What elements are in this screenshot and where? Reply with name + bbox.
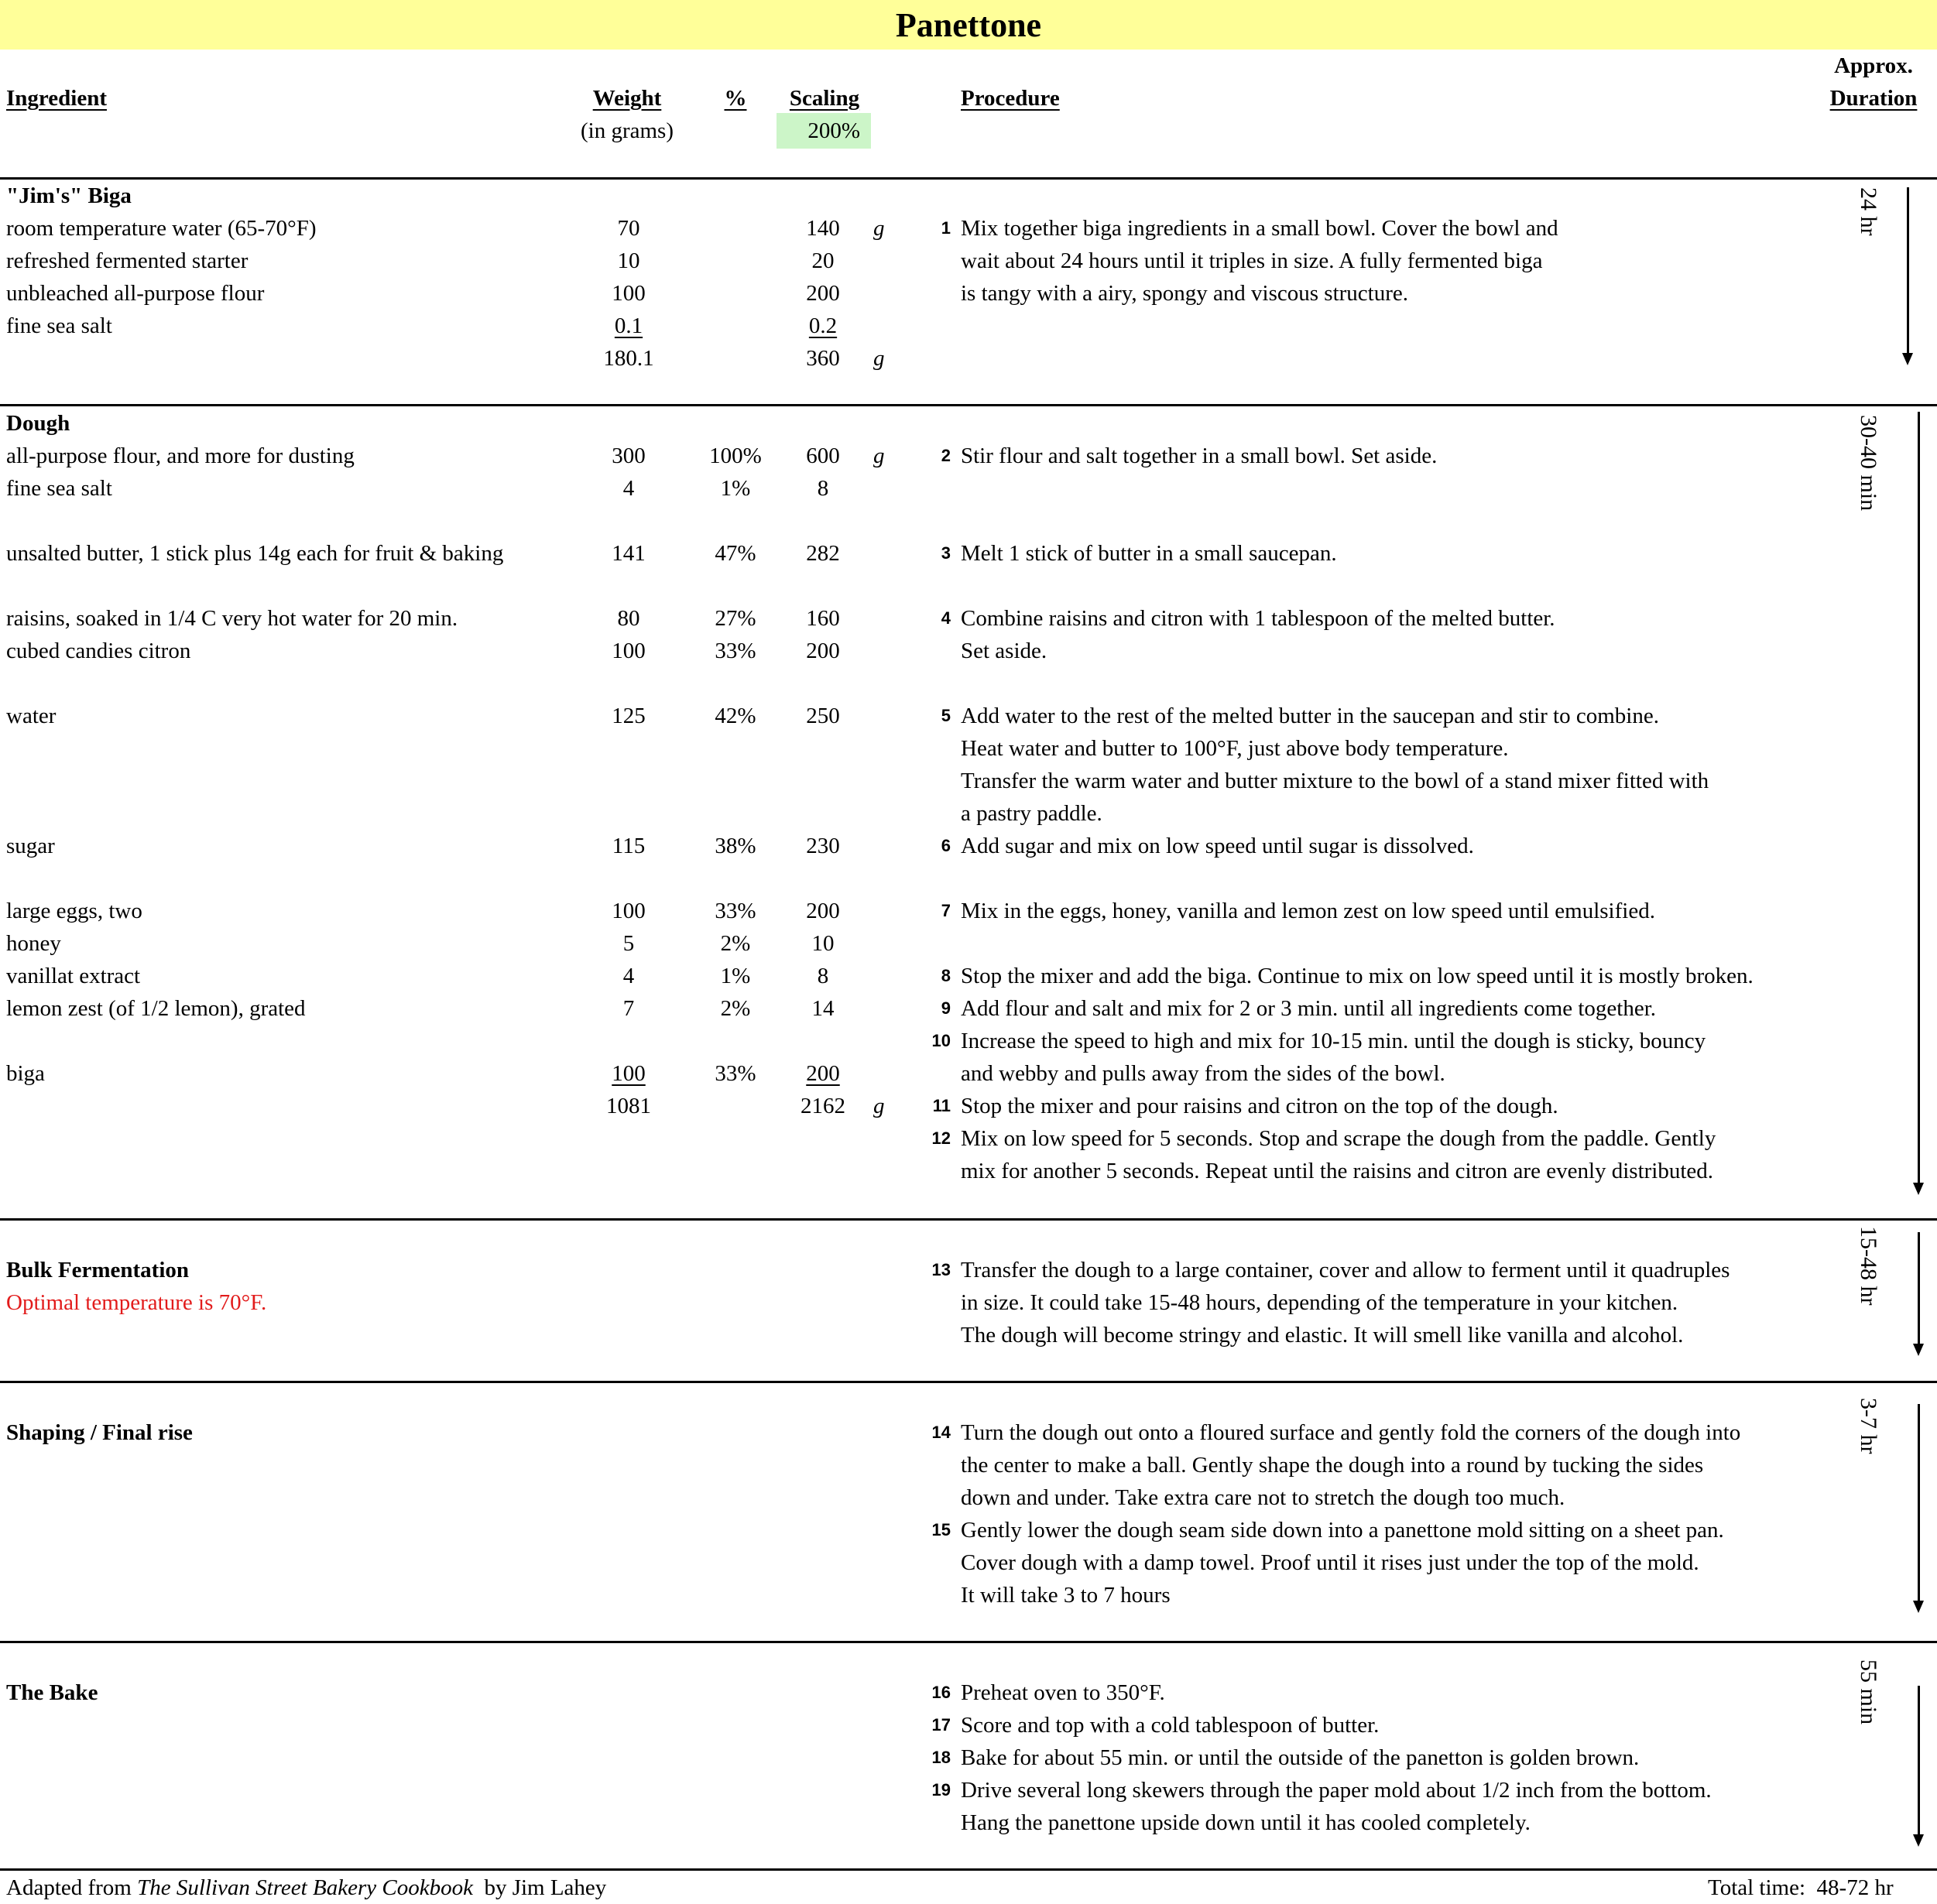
ingredient-percent: 27%	[715, 606, 756, 631]
ingredient-name: unsalted butter, 1 stick plus 14g each for fruit & baking	[6, 541, 504, 566]
step-text: Gently lower the dough seam side down into a panettone mold sitting on a sheet pan.	[961, 1518, 1724, 1543]
step-number: 19	[931, 1780, 951, 1800]
step-number: 12	[931, 1128, 951, 1148]
arrow-down-icon	[1913, 1601, 1924, 1613]
ingredient-scaled: 200	[806, 1061, 840, 1086]
duration-header-line1: Approx.	[1834, 53, 1913, 78]
section-title-biga: "Jim's" Biga	[6, 183, 132, 208]
ingredient-scaled: 10	[811, 931, 835, 956]
step-text: wait about 24 hours until it triples in size. A fully fermented biga	[961, 248, 1543, 273]
section-title-dough: Dough	[6, 411, 70, 436]
ingredient-weight: 125	[612, 704, 646, 728]
duration-arrow	[1918, 1686, 1920, 1836]
duration-label: 15-48 hr	[1856, 1226, 1881, 1306]
duration-arrow	[1918, 1404, 1920, 1602]
duration-header-line2: Duration	[1829, 86, 1918, 111]
ingredient-weight: 100	[612, 281, 646, 306]
ingredient-scaled: 600	[806, 443, 840, 468]
ingredient-name: biga	[6, 1061, 45, 1086]
ingredient-percent: 1%	[720, 964, 751, 988]
step-number: 6	[941, 836, 951, 855]
temperature-note: Optimal temperature is 70°F.	[6, 1290, 267, 1315]
ingredient-scaled: 250	[806, 704, 840, 728]
total-scaled: 360	[806, 346, 840, 371]
ingredient-weight: 70	[617, 216, 640, 241]
ingredient-name: large eggs, two	[6, 899, 142, 923]
unit-label: g	[873, 216, 885, 241]
total-time-value: 48-72 hr	[1816, 1875, 1894, 1900]
step-number: 7	[941, 901, 951, 920]
ingredient-scaled: 0.2	[808, 313, 838, 338]
step-number: 3	[941, 543, 951, 563]
weight-unit-label: (in grams)	[581, 118, 674, 143]
divider	[0, 177, 1937, 180]
ingredient-scaled: 8	[817, 476, 829, 501]
step-text: a pastry paddle.	[961, 801, 1102, 826]
divider	[0, 1868, 1937, 1871]
ingredient-weight: 5	[622, 931, 635, 956]
source-credit	[6, 1871, 606, 1904]
duration-arrow	[1918, 412, 1920, 1184]
ingredient-percent: 47%	[715, 541, 756, 566]
duration-arrow	[1918, 1232, 1920, 1345]
step-text: Heat water and butter to 100°F, just above body temperature.	[961, 736, 1509, 761]
step-text: Melt 1 stick of butter in a small saucepan.	[961, 541, 1337, 566]
duration-label: 30-40 min	[1856, 415, 1881, 512]
step-number: 15	[931, 1520, 951, 1539]
step-number: 10	[931, 1031, 951, 1050]
step-number: 5	[941, 706, 951, 725]
percent-header: %	[724, 86, 747, 111]
duration-label: 55 min	[1856, 1659, 1881, 1725]
divider	[0, 1218, 1937, 1221]
step-number: 4	[941, 608, 951, 628]
ingredient-name: raisins, soaked in 1/4 C very hot water for 20 min.	[6, 606, 458, 631]
step-text: Bake for about 55 min. or until the outside of the panetton is golden brown.	[961, 1745, 1640, 1770]
ingredient-name: water	[6, 704, 57, 728]
ingredient-name: fine sea salt	[6, 313, 112, 338]
step-text: is tangy with a airy, spongy and viscous structure.	[961, 281, 1409, 306]
divider	[0, 1381, 1937, 1383]
total-time-label: Total time:	[1708, 1875, 1806, 1900]
ingredient-weight: 0.1	[614, 313, 643, 338]
divider	[0, 404, 1937, 406]
ingredient-scaled: 230	[806, 834, 840, 858]
ingredient-name: vanillat extract	[6, 964, 141, 988]
step-number: 2	[941, 446, 951, 465]
step-text: Mix in the eggs, honey, vanilla and lemon zest on low speed until emulsified.	[961, 899, 1655, 923]
weight-header: Weight	[592, 86, 662, 111]
section-title-bulk: Bulk Fermentation	[6, 1258, 190, 1282]
step-text: Preheat oven to 350°F.	[961, 1680, 1165, 1705]
ingredient-percent: 2%	[720, 931, 751, 956]
step-number: 16	[931, 1683, 951, 1702]
procedure-header: Procedure	[961, 86, 1060, 111]
unit-label: g	[873, 346, 885, 371]
scaling-value[interactable]: 200%	[807, 118, 860, 143]
ingredient-weight: 300	[612, 443, 646, 468]
ingredient-weight: 7	[622, 996, 635, 1021]
ingredient-scaled: 200	[806, 639, 840, 663]
ingredient-percent: 38%	[715, 834, 756, 858]
duration-label: 24 hr	[1856, 187, 1881, 236]
step-text: and webby and pulls away from the sides of the bowl.	[961, 1061, 1445, 1086]
step-text: Combine raisins and citron with 1 tablespoon of the melted butter.	[961, 606, 1555, 631]
step-number: 18	[931, 1748, 951, 1767]
step-text: Transfer the warm water and butter mixture to the bowl of a stand mixer fitted with	[961, 769, 1709, 793]
ingredient-percent: 100%	[709, 443, 762, 468]
step-number: 13	[931, 1260, 951, 1279]
arrow-down-icon	[1913, 1183, 1924, 1195]
ingredient-scaled: 200	[806, 281, 840, 306]
divider	[0, 1641, 1937, 1643]
ingredient-header: Ingredient	[6, 86, 107, 111]
section-title-bake: The Bake	[6, 1680, 98, 1705]
step-text: Set aside.	[961, 639, 1047, 663]
step-text: Transfer the dough to a large container, cover and allow to ferment until it quadruples	[961, 1258, 1730, 1282]
ingredient-percent: 2%	[720, 996, 751, 1021]
ingredient-scaled: 160	[806, 606, 840, 631]
ingredient-scaled: 200	[806, 899, 840, 923]
ingredient-name: cubed candies citron	[6, 639, 191, 663]
ingredient-weight: 80	[617, 606, 640, 631]
step-number: 9	[941, 998, 951, 1018]
step-text: Add sugar and mix on low speed until sugar is dissolved.	[961, 834, 1474, 858]
ingredient-scaled: 140	[806, 216, 840, 241]
step-text: the center to make a ball. Gently shape the dough into a round by tucking the sides	[961, 1453, 1704, 1478]
arrow-down-icon	[1913, 1834, 1924, 1847]
scaling-input-cell[interactable]	[777, 113, 871, 149]
step-text: Mix together biga ingredients in a small bowl. Cover the bowl and	[961, 216, 1558, 241]
ingredient-name: honey	[6, 931, 61, 956]
credit-author: by Jim Lahey	[472, 1875, 607, 1900]
step-number: 11	[932, 1096, 951, 1115]
ingredient-name: unbleached all-purpose flour	[6, 281, 265, 306]
ingredient-scaled: 282	[806, 541, 840, 566]
step-text: Stop the mixer and pour raisins and citron on the top of the dough.	[961, 1094, 1558, 1118]
book-title: The Sullivan Street Bakery Cookbook	[137, 1875, 473, 1900]
step-text: Turn the dough out onto a floured surface and gently fold the corners of the dough into	[961, 1420, 1741, 1445]
step-text: mix for another 5 seconds. Repeat until the raisins and citron are evenly distributed.	[961, 1159, 1714, 1183]
ingredient-percent: 1%	[720, 476, 751, 501]
step-number: 17	[931, 1715, 951, 1734]
scaling-header: Scaling	[789, 86, 860, 111]
unit-label: g	[873, 443, 885, 468]
ingredient-percent: 33%	[715, 1061, 756, 1086]
step-number: 1	[941, 218, 951, 238]
ingredient-weight: 100	[612, 899, 646, 923]
ingredient-name: lemon zest (of 1/2 lemon), grated	[6, 996, 306, 1021]
total-weight: 1081	[606, 1094, 651, 1118]
unit-label: g	[873, 1094, 885, 1118]
title-bar	[0, 0, 1937, 50]
step-text: Stir flour and salt together in a small bowl. Set aside.	[961, 443, 1438, 468]
ingredient-name: room temperature water (65-70°F)	[6, 216, 317, 241]
ingredient-weight: 115	[612, 834, 646, 858]
step-text: The dough will become stringy and elastic. It will smell like vanilla and alcohol.	[961, 1323, 1684, 1348]
step-text: Increase the speed to high and mix for 10-15 min. until the dough is sticky, bouncy	[961, 1029, 1706, 1053]
ingredient-weight: 4	[622, 476, 635, 501]
arrow-down-icon	[1902, 353, 1913, 365]
arrow-down-icon	[1913, 1344, 1924, 1356]
section-title-shaping: Shaping / Final rise	[6, 1420, 193, 1445]
step-text: Add water to the rest of the melted butter in the saucepan and stir to combine.	[961, 704, 1659, 728]
ingredient-name: fine sea salt	[6, 476, 112, 501]
step-number: 14	[931, 1423, 951, 1442]
ingredient-scaled: 20	[811, 248, 835, 273]
step-text: Stop the mixer and add the biga. Continue to mix on low speed until it is mostly broken.	[961, 964, 1754, 988]
ingredient-name: refreshed fermented starter	[6, 248, 249, 273]
ingredient-weight: 10	[617, 248, 640, 273]
step-number: 8	[941, 966, 951, 985]
ingredient-weight: 100	[612, 1061, 646, 1086]
total-scaled: 2162	[801, 1094, 845, 1118]
step-text: Add flour and salt and mix for 2 or 3 min. until all ingredients come together.	[961, 996, 1657, 1021]
ingredient-scaled: 8	[817, 964, 829, 988]
total-time	[1708, 1871, 1894, 1904]
ingredient-weight: 4	[622, 964, 635, 988]
ingredient-percent: 42%	[715, 704, 756, 728]
step-text: Cover dough with a damp towel. Proof until it rises just under the top of the mold.	[961, 1550, 1699, 1575]
duration-label: 3-7 hr	[1856, 1398, 1881, 1454]
ingredient-weight: 141	[612, 541, 646, 566]
credit-prefix: Adapted from	[6, 1875, 138, 1900]
duration-arrow	[1907, 187, 1909, 354]
ingredient-weight: 100	[612, 639, 646, 663]
ingredient-name: all-purpose flour, and more for dusting	[6, 443, 355, 468]
page-title: Panettone	[895, 5, 1042, 44]
ingredient-name: sugar	[6, 834, 55, 858]
ingredient-scaled: 14	[811, 996, 835, 1021]
step-text: Drive several long skewers through the paper mold about 1/2 inch from the bottom.	[961, 1778, 1712, 1803]
step-text: Hang the panettone upside down until it has cooled completely.	[961, 1810, 1531, 1835]
ingredient-percent: 33%	[715, 639, 756, 663]
step-text: Mix on low speed for 5 seconds. Stop and scrape the dough from the paddle. Gently	[961, 1126, 1716, 1151]
total-weight: 180.1	[603, 346, 654, 371]
ingredient-percent: 33%	[715, 899, 756, 923]
step-text: down and under. Take extra care not to stretch the dough too much.	[961, 1485, 1565, 1510]
step-text: Score and top with a cold tablespoon of butter.	[961, 1713, 1380, 1738]
step-text: in size. It could take 15-48 hours, depending of the temperature in your kitchen.	[961, 1290, 1678, 1315]
step-text: It will take 3 to 7 hours	[961, 1583, 1171, 1608]
